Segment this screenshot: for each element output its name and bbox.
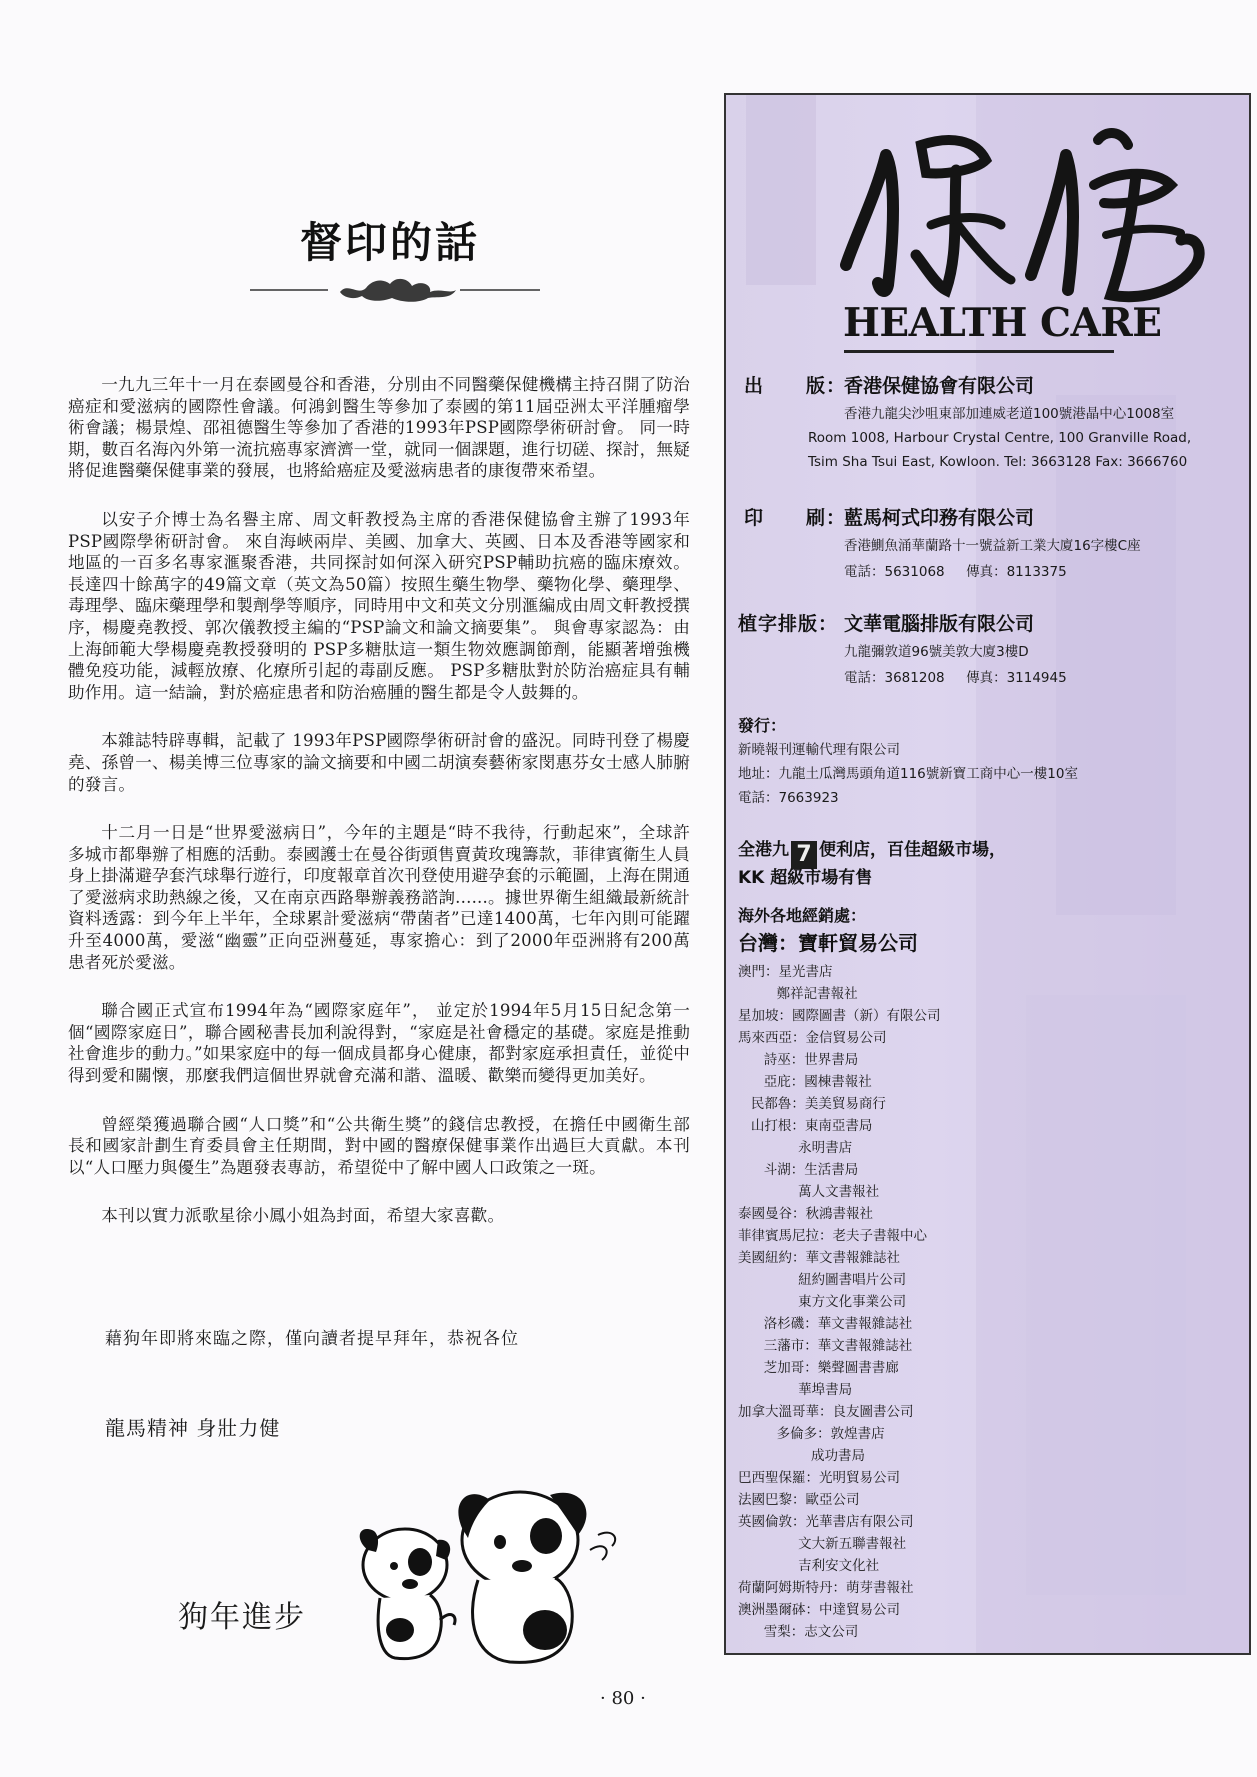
distributor-list-item: 斗湖：生活書局 [738, 1162, 859, 1178]
overseas-distributor-list [738, 961, 941, 1643]
typeset-phone: 電話：3681208 傳真：3114945 [844, 670, 1067, 686]
distributor-list-item: 三藩市：華文書報雜誌社 [738, 1338, 913, 1354]
brand-title-en: HEALTH CARE [843, 300, 1162, 346]
distributor-list-item: 澳門：星光書店 [738, 964, 833, 980]
distributor-list-item: 泰國曼谷：秋鴻書報社 [738, 1206, 873, 1222]
greeting-text: 藉狗年即將來臨之際，僅向讀者提早拜年，恭祝各位 [105, 1329, 519, 1349]
distributor-list-item: 華埠書局 [738, 1382, 853, 1398]
taiwan-distributor: 台灣：寶軒貿易公司 [738, 931, 918, 955]
distributor-list-item: 澳洲墨爾砵：中達貿易公司 [738, 1602, 900, 1618]
distributor-name: 新曉報刊運輸代理有限公司 [738, 742, 900, 758]
distributor-address: 地址：九龍土瓜灣馬頭角道116號新寶工商中心一樓10室 [738, 766, 1078, 782]
paragraph: 一九九三年十一月在泰國曼谷和香港，分別由不同醫藥保健機構主持召開了防治癌症和愛滋病的國際性會議。何鴻釗醫生等參加了泰國的第11屆亞洲太平洋腫瘤學術會議；楊景煌、邵祖德醫生等參加了香港的1993年PSP國際學術研討會。 同一時期，數百名海內外第一流抗癌專家濟濟一堂，就同一個課題，進行切磋、探討，無疑將促進醫藥保健事業的發展，也將給癌症及愛滋病患者的康復帶來希望。 [68, 375, 690, 481]
paragraph: 本雜誌特辟專輯，記載了 1993年PSP國際學術研討會的盛況。同時刊登了楊慶堯、孫曾一、楊美博三位專家的論文摘要和中國二胡演奏藝術家閔惠芬女士感人肺腑的發言。 [68, 731, 690, 794]
page-title: 督印的話 [299, 218, 480, 267]
distributor-list-item: 永明書店 [738, 1140, 853, 1156]
distributor-list-item: 吉利安文化社 [738, 1558, 880, 1574]
distributor-list-item: 多倫多：敦煌書店 [738, 1426, 885, 1442]
printer-address: 香港鰂魚涌華蘭路十一號益新工業大廈16字樓C座 [844, 538, 1141, 554]
retail-line-2: KK 超級市場有售 [738, 868, 873, 888]
slogan-text: 龍馬精神 身壯力健 [105, 1416, 281, 1440]
retail-line: 全港九 7 便利店，百佳超級市場， [738, 840, 1006, 867]
publisher-address-cn: 香港九龍尖沙咀東部加連威老道100號港晶中心1008室 [844, 406, 1175, 422]
printer-label: 印 刷： [744, 507, 847, 529]
paragraph: 曾經榮獲過聯合國“人口獎”和“公共衛生獎”的錢信忠教授，在擔任中國衛生部長和國家計劃生育委員會主任期間，對中國的醫療保健事業作出過巨大貢獻。本刊以“人口壓力與優生”為題發表專訪，希望從中了解中國人口政策之一斑。 [68, 1114, 690, 1177]
typeset-label: 植字排版： [738, 613, 839, 635]
distributor-list-item: 星加坡：國際圖書（新）有限公司 [738, 1008, 941, 1024]
distributor-list-item: 紐約圖書唱片公司 [738, 1272, 907, 1288]
distributor-list-item: 萬人文書報社 [738, 1184, 880, 1200]
paragraph: 本刊以實力派歌星徐小鳳小姐為封面，希望大家喜歡。 [101, 1206, 505, 1226]
distributor-list-item: 亞庇：國棟書報社 [738, 1074, 872, 1090]
dogs-illustration-icon [350, 1480, 630, 1670]
paragraph: 以安子介博士為名譽主席、周文軒教授為主席的香港保健協會主辦了1993年PSP國際學術研討會。 來自海峽兩岸、美國、加拿大、英國、日本及香港等國家和地區的一百多名專家滙聚香港，共同探討如何深入研究PSP輔助抗癌的臨床療效。 長達四十餘萬字的49篇文章（英文為50篇）按照生藥生物學、藥物化學、藥理學、毒理學、臨床藥理學和製劑學等順序，同時用中文和英文分別滙編成由周文軒教授撰序，楊慶堯教授、郭次儀教授主編的“PSP論文和論文摘要集”。 與會專家認為：由上海師範大學楊慶堯教授發明的 PSP多糖肽這一類生物效應調節劑，能顯著增強機體免疫功能，減輕放療、化療所引起的毒副反應。 PSP多糖肽對於防治癌症具有輔助作用。這一結論，對於癌症患者和防治癌腫的醫生都是令人鼓舞的。 [68, 509, 690, 702]
distributor-phone: 電話：7663923 [738, 790, 839, 806]
distributor-list-item: 加拿大溫哥華：良友圖書公司 [738, 1404, 914, 1420]
publisher-address-en2: Tsim Sha Tsui East, Kowloon. Tel: 3663128 Fax: 3666760 [808, 454, 1188, 470]
distribution-label: 發行： [738, 716, 787, 735]
distributor-list-item: 民都魯：美美貿易商行 [738, 1096, 886, 1112]
distributor-list-item: 馬來西亞：金信貿易公司 [738, 1030, 887, 1046]
brand-underline [844, 350, 1114, 353]
printer-name: 藍馬柯式印務有限公司 [844, 507, 1035, 529]
distributor-list-item: 巴西聖保羅：光明貿易公司 [738, 1470, 900, 1486]
page-number: · 80 · [600, 1688, 646, 1709]
typeset-address: 九龍彌敦道96號美敦大廈3樓D [844, 644, 1029, 660]
distributor-list-item: 成功書局 [738, 1448, 865, 1464]
distributor-list-item: 菲律賓馬尼拉：老夫子書報中心 [738, 1228, 927, 1244]
publisher-label: 出 版： [744, 375, 847, 397]
typeset-name: 文華電腦排版有限公司 [844, 613, 1035, 635]
seven-eleven-logo-icon: 7 [791, 841, 817, 869]
distributor-list-item: 荷蘭阿姆斯特丹：萌芽書報社 [738, 1580, 914, 1596]
distributor-list-item: 雪梨：志文公司 [738, 1624, 859, 1640]
distributor-list-item: 法國巴黎：歐亞公司 [738, 1492, 860, 1508]
paragraph: 聯合國正式宣布1994年為“國際家庭年”， 並定於1994年5月15日紀念第一個“國際家庭日”，聯合國秘書長加利說得對，“家庭是社會穩定的基礎。家庭是推動社會進步的動力。”如果家庭中的每一個成員都身心健康，都對家庭承担責任，並從中得到愛和關懷，那麼我們這個世界就會充滿和諧、溫暖、歡樂而變得更加美好。 [68, 1001, 690, 1086]
distributor-list-item: 英國倫敦：光華書店有限公司 [738, 1514, 914, 1530]
distributor-list-item: 洛杉磯：華文書報雜誌社 [738, 1316, 913, 1332]
distributor-list-item: 美國紐約：華文書報雜誌社 [738, 1250, 900, 1266]
distributor-list-item: 東方文化事業公司 [738, 1294, 907, 1310]
dog-caption: 狗年進步 [178, 1600, 306, 1635]
distributor-list-item: 芝加哥：樂聲圖書書廊 [738, 1360, 899, 1376]
printer-phone: 電話：5631068 傳真：8113375 [844, 564, 1067, 580]
distributor-list-item: 文大新五聯書報社 [738, 1536, 907, 1552]
publisher-address-en1: Room 1008, Harbour Crystal Centre, 100 Granville Road, [808, 430, 1192, 446]
distributor-list-item: 鄭祥記書報社 [738, 986, 858, 1002]
editor-note-body [68, 374, 690, 1254]
masthead-panel [724, 93, 1251, 1655]
publisher-name: 香港保健協會有限公司 [844, 375, 1035, 397]
paragraph: 十二月一日是“世界愛滋病日”，今年的主題是“時不我待，行動起來”，全球許多城市都舉辦了相應的活動。泰國護士在曼谷街頭售賣黃玫瑰籌款，菲律賓衛生人員身上掛滿避孕套汽球舉行遊行，印度報章首次刊登使用避孕套的示範圖，上海在開通了愛滋病求助熱線之後，又在南京西路舉辦義務諮詢......。據世界衛生組織最新統計資料透露：到今年上半年，全球累計愛滋病“帶菌者”已達1400萬，七年內則可能躍升至4000萬，愛滋“幽靈”正向亞洲蔓延，專家擔心：到了2000年亞洲將有200萬患者死於愛滋。 [68, 823, 690, 972]
ornament-divider-icon [250, 272, 540, 308]
overseas-label: 海外各地經銷處： [738, 906, 867, 925]
distributor-list-item: 詩巫：世界書局 [738, 1052, 859, 1068]
distributor-list-item: 山打根：東南亞書局 [738, 1118, 873, 1134]
